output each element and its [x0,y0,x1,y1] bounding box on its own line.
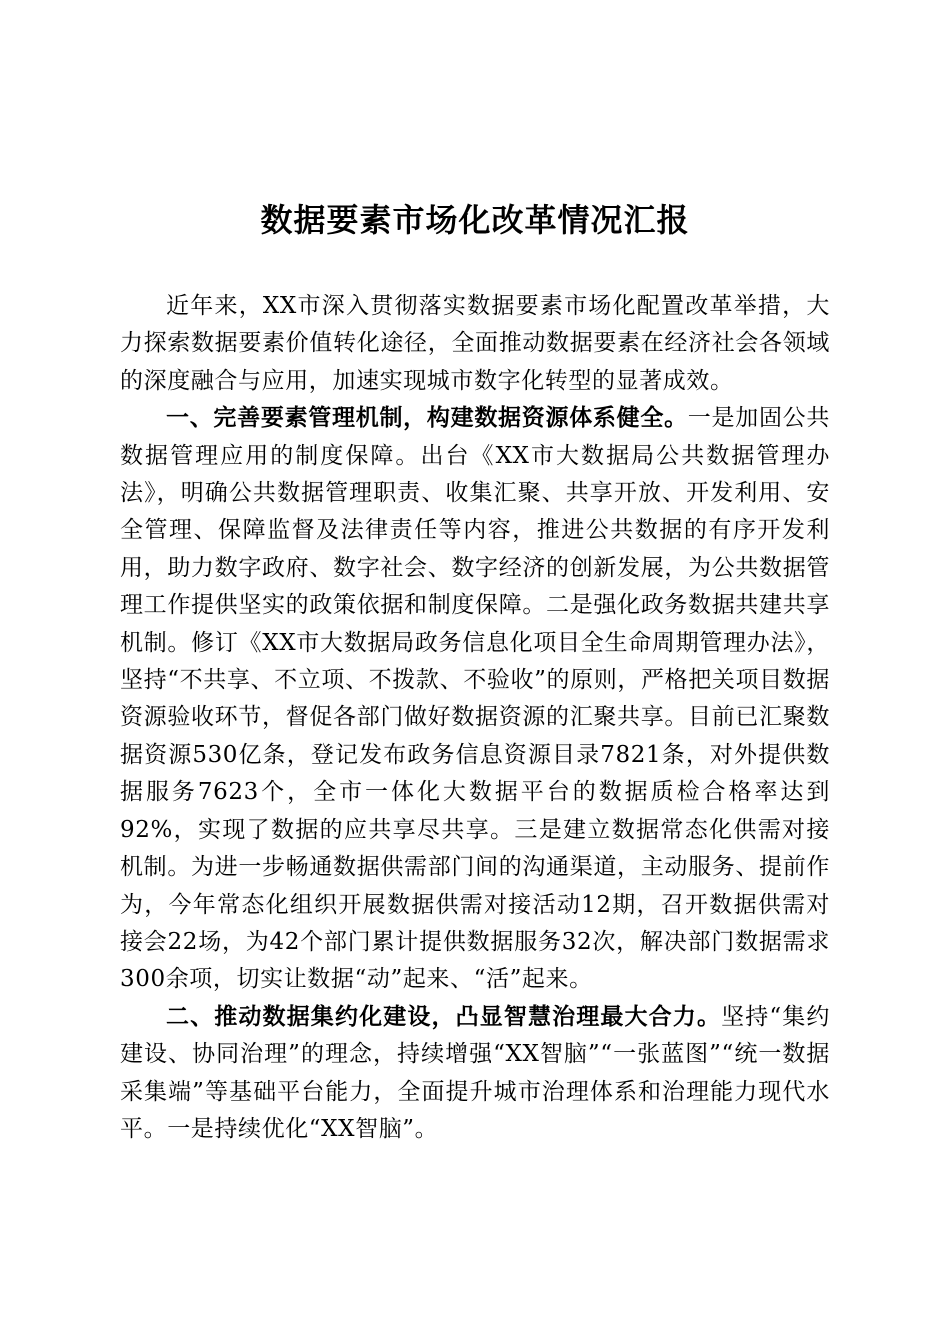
paragraph-text: 一是加固公共数据管理应用的制度保障。出台《XX市大数据局公共数据管理办法》，明确公共数据管理职责、收集汇聚、共享开放、开发利用、安全管理、保障监督及法律责任等内容，推进公共数据的有序开发利用，助力数字政府、数字社会、数字经济的创新发展，为公共数据管理工作提供坚实的政策依据和制度保障。二是强化政务数据共建共享机制。修订《XX市大数据局政务信息化项目全生命周期管理办法》，坚持“不共享、不立项、不拨款、不验收”的原则，严格把关项目数据资源验收环节，督促各部门做好数据资源的汇聚共享。目前已汇聚数据资源530亿条，登记发布政务信息资源目录7821条，对外提供数据服务7623个，全市一体化大数据平台的数据质检合格率达到92%，实现了数据的应共享尽共享。三是建立数据常态化供需对接机制。为进一步畅通数据供需部门间的沟通渠道，主动服务、提前作为，今年常态化组织开展数据供需对接活动12期，召开数据供需对接会22场，为42个部门累计提供数据服务32次，解决部门数据需求300余项，切实让数据“动”起来、“活”起来。 [120,405,830,993]
paragraph-text: 近年来，XX市深入贯彻落实数据要素市场化配置改革举措，大力探索数据要素价值转化途径，全面推动数据要素在经济社会各领域的深度融合与应用，加速实现城市数字化转型的显著成效。 [120,293,830,394]
section-one-paragraph [120,400,830,999]
document-body [120,288,830,1148]
section-two-heading: 二、推动数据集约化建设，凸显智慧治理最大合力。 [166,1003,722,1030]
intro-paragraph [120,288,830,400]
section-one-heading: 一、完善要素管理机制，构建数据资源体系健全。 [166,405,688,432]
document-title: 数据要素市场化改革情况汇报 [260,201,690,239]
paragraph-text: 坚持“集约建设、协同治理”的理念，持续增强“XX智脑”“一张蓝图”“统一数据采集端”等基础平台能力，全面提升城市治理体系和治理能力现代水平。一是持续优化“XX智脑”。 [120,1003,830,1142]
section-two-paragraph [120,999,830,1149]
